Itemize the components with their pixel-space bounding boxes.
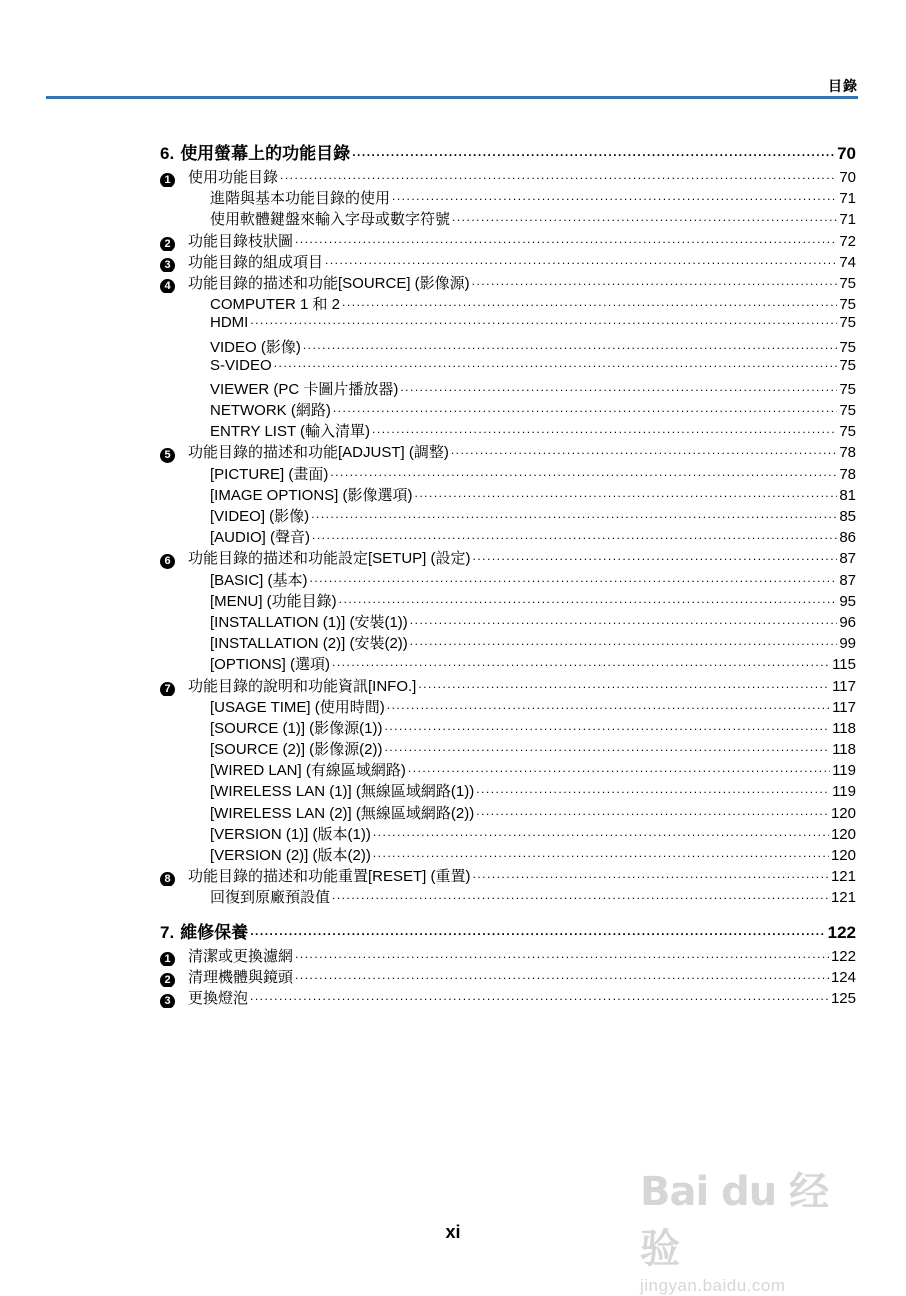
toc-page-number: 81 [839,486,856,504]
toc-section[interactable] [160,547,856,568]
dot-leader [473,547,838,564]
running-header-title: 目錄 [828,79,858,95]
toc-page-number: 75 [839,274,856,292]
toc-page-number: 118 [832,719,856,737]
toc-subsection[interactable] [160,780,856,801]
subsection-title: [WIRELESS LAN (1)] (無線區域網路(1)) [210,783,475,801]
toc-subsection[interactable] [160,505,856,526]
toc-page-number: 125 [830,989,856,1007]
toc-section[interactable] [160,865,856,886]
toc-page-number: 121 [830,868,856,886]
toc-subsection[interactable] [160,759,856,780]
dot-leader [312,526,837,543]
page-number: xi [445,1222,461,1242]
toc-page-number: 75 [839,338,856,356]
dot-leader [342,293,837,310]
dot-leader [410,632,838,649]
subsection-title: COMPUTER 1 和 2 [210,296,341,314]
toc-subsection[interactable] [160,399,856,420]
toc-page-number: 75 [839,380,856,398]
subsection-title: ENTRY LIST (輸入清單) [210,423,371,441]
dot-leader [400,378,837,395]
toc-section[interactable] [160,166,856,187]
section-title: 功能目錄的描述和功能[SOURCE] (影像源) [188,274,470,292]
dot-leader [332,886,829,903]
dot-leader [250,987,829,1004]
toc-subsection[interactable] [160,484,856,505]
toc-page-number: 70 [839,169,856,186]
toc-page-number: 118 [832,741,856,759]
toc-page-number: 121 [830,889,856,907]
dot-leader [310,569,838,586]
toc-page-number: 117 [832,677,856,695]
section-title: 清理機體與鏡頭 [188,968,294,986]
subsection-title: VIDEO (影像) [210,338,301,356]
dot-leader [250,920,825,940]
toc-page-number: 74 [839,253,856,271]
toc-subsection[interactable] [160,336,856,357]
toc-section[interactable] [160,987,856,1008]
toc-subsection[interactable] [160,653,856,674]
dot-leader [408,759,830,776]
section-number-bullet: 2 [160,973,175,987]
dot-leader [333,399,837,416]
dot-leader [452,208,837,225]
toc-subsection[interactable] [160,420,856,441]
toc-page-number: 78 [839,465,856,483]
section-title: 更換燈泡 [188,989,249,1007]
dot-leader [295,230,837,247]
section-number-bullet: 1 [160,173,175,187]
toc-page-number: 87 [839,550,856,568]
dot-leader [387,696,830,713]
section-title: 功能目錄枝狀圖 [188,232,294,250]
dot-leader [451,441,837,458]
toc-subsection[interactable] [160,293,856,314]
chapter-title: 維修保養 [180,922,249,942]
toc-page-number: 119 [832,762,856,780]
chapter-title: 使用螢幕上的功能目錄 [180,144,351,163]
toc-page-number: 122 [827,922,856,942]
dot-leader [311,505,837,522]
dot-leader [476,802,829,819]
dot-leader [372,420,837,437]
dot-leader [476,780,830,797]
dot-leader [385,717,831,734]
section-number-bullet: 7 [160,682,175,696]
subsection-title: [MENU] (功能目錄) [210,592,337,610]
table-of-contents [160,139,856,1008]
section-title: 清潔或更換濾網 [188,947,294,965]
toc-section[interactable] [160,675,856,696]
section-number-bullet: 2 [160,237,175,251]
toc-subsection[interactable] [160,463,856,484]
subsection-title: [INSTALLATION (2)] (安裝(2)) [210,635,408,653]
subsection-title: [PICTURE] (畫面) [210,465,329,483]
subsection-title: [IMAGE OPTIONS] (影像選項) [210,486,413,504]
subsection-title: [BASIC] (基本) [210,571,308,589]
toc-page-number: 75 [839,314,856,332]
toc-page-number: 124 [830,968,856,986]
toc-subsection[interactable] [160,187,856,208]
toc-page-number: 120 [830,847,856,864]
subsection-title: [SOURCE (2)] (影像源(2)) [210,741,383,759]
toc-subsection[interactable] [160,611,856,632]
chapter-number: 6. [160,144,175,163]
toc-page-number: 78 [839,444,856,462]
toc-section[interactable] [160,966,856,987]
subsection-title: [VIDEO] (影像) [210,508,310,525]
subsection-title: HDMI [210,314,249,332]
dot-leader [392,187,837,204]
section-title: 功能目錄的描述和功能設定[SETUP] (設定) [188,550,471,568]
toc-page-number: 95 [839,592,856,610]
subsection-title: [INSTALLATION (1)] (安裝(1)) [210,613,408,631]
dot-leader [410,611,838,628]
toc-section[interactable] [160,251,856,272]
toc-subsection[interactable] [160,717,856,738]
toc-page-number: 122 [830,947,856,965]
section-number-bullet: 4 [160,279,175,293]
toc-subsection[interactable] [160,569,856,590]
section-number-bullet: 5 [160,448,175,462]
toc-subsection[interactable] [160,844,856,865]
subsection-title: [OPTIONS] (選項) [210,656,331,674]
subsection-title: S-VIDEO [210,356,272,374]
dot-leader [472,272,838,289]
dot-leader [339,590,838,607]
toc-page-number: 119 [832,783,856,801]
toc-subsection[interactable] [160,802,856,823]
baidu-watermark [640,1160,850,1295]
subsection-title: [USAGE TIME] (使用時間) [210,698,385,716]
dot-leader [274,357,838,371]
toc-chapter[interactable] [160,918,856,945]
dot-leader [303,336,837,353]
section-number-bullet: 3 [160,258,175,272]
subsection-title: 使用軟體鍵盤來輸入字母或數字符號 [210,211,451,229]
subsection-title: [VERSION (1)] (版本(1)) [210,825,371,843]
section-title: 使用功能目錄 [188,169,279,186]
section-title: 功能目錄的描述和功能重置[RESET] (重置) [188,868,471,886]
dot-leader [250,314,837,328]
subsection-title: [VERSION (2)] (版本(2)) [210,847,371,864]
toc-subsection[interactable] [160,314,856,335]
subsection-title: NETWORK (網路) [210,402,331,420]
toc-page-number: 75 [839,356,856,374]
toc-page-number: 115 [832,656,856,674]
subsection-title: [AUDIO] (聲音) [210,529,310,547]
toc-page-number: 75 [839,296,856,314]
section-number-bullet: 1 [160,952,175,966]
toc-page-number: 96 [839,613,856,631]
toc-subsection[interactable] [160,208,856,229]
subsection-title: [WIRED LAN] (有線區域網路) [210,762,406,780]
dot-leader [373,844,829,861]
toc-subsection[interactable] [160,590,856,611]
watermark-url: jingyan.baidu.com [640,1276,786,1295]
toc-section[interactable] [160,945,856,966]
dot-leader [473,865,829,882]
subsection-title: [SOURCE (1)] (影像源(1)) [210,719,383,737]
toc-subsection[interactable] [160,696,856,717]
dot-leader [352,141,835,161]
toc-page-number: 70 [837,144,856,163]
section-title: 功能目錄的描述和功能[ADJUST] (調整) [188,444,449,462]
toc-section[interactable] [160,272,856,293]
dot-leader [373,823,829,840]
toc-subsection[interactable] [160,526,856,547]
subsection-title: 進階與基本功能目錄的使用 [210,190,391,208]
toc-page-number: 87 [839,571,856,589]
toc-page-number: 85 [839,508,856,525]
header-divider [46,96,858,99]
toc-subsection[interactable] [160,632,856,653]
chapter-number: 7. [160,922,175,942]
toc-page-number: 120 [830,825,856,843]
toc-subsection[interactable] [160,738,856,759]
dot-leader [418,675,830,692]
toc-page-number: 99 [839,635,856,653]
dot-leader [330,463,837,480]
dot-leader [325,251,837,268]
toc-page-number: 71 [839,190,856,208]
dot-leader [295,966,829,983]
toc-chapter[interactable] [160,139,856,166]
toc-page-number: 71 [839,211,856,229]
toc-section[interactable] [160,441,856,462]
toc-page-number: 120 [830,804,856,822]
toc-page-number: 117 [832,698,856,716]
dot-leader [295,945,829,962]
toc-section[interactable] [160,230,856,251]
toc-subsection[interactable] [160,886,856,907]
baidu-logo-text: Bai du 经验 [640,1169,829,1272]
dot-leader [385,738,831,755]
section-title: 功能目錄的說明和功能資訊[INFO.] [188,677,417,695]
subsection-title: VIEWER (PC 卡圖片播放器) [210,380,399,398]
toc-page-number: 75 [839,423,856,441]
baidu-logo [640,1160,850,1274]
toc-page-number: 86 [839,529,856,547]
section-number-bullet: 6 [160,554,175,568]
section-title: 功能目錄的組成項目 [188,253,324,271]
toc-subsection[interactable] [160,378,856,399]
toc-page-number: 72 [839,232,856,250]
subsection-title: 回復到原廠預設值 [210,889,331,907]
section-number-bullet: 8 [160,872,175,886]
dot-leader [280,166,837,183]
toc-subsection[interactable] [160,823,856,844]
subsection-title: [WIRELESS LAN (2)] (無線區域網路(2)) [210,804,475,822]
section-number-bullet: 3 [160,994,175,1008]
toc-subsection[interactable] [160,357,856,378]
dot-leader [332,653,830,670]
toc-page-number: 75 [839,402,856,420]
dot-leader [415,484,838,501]
